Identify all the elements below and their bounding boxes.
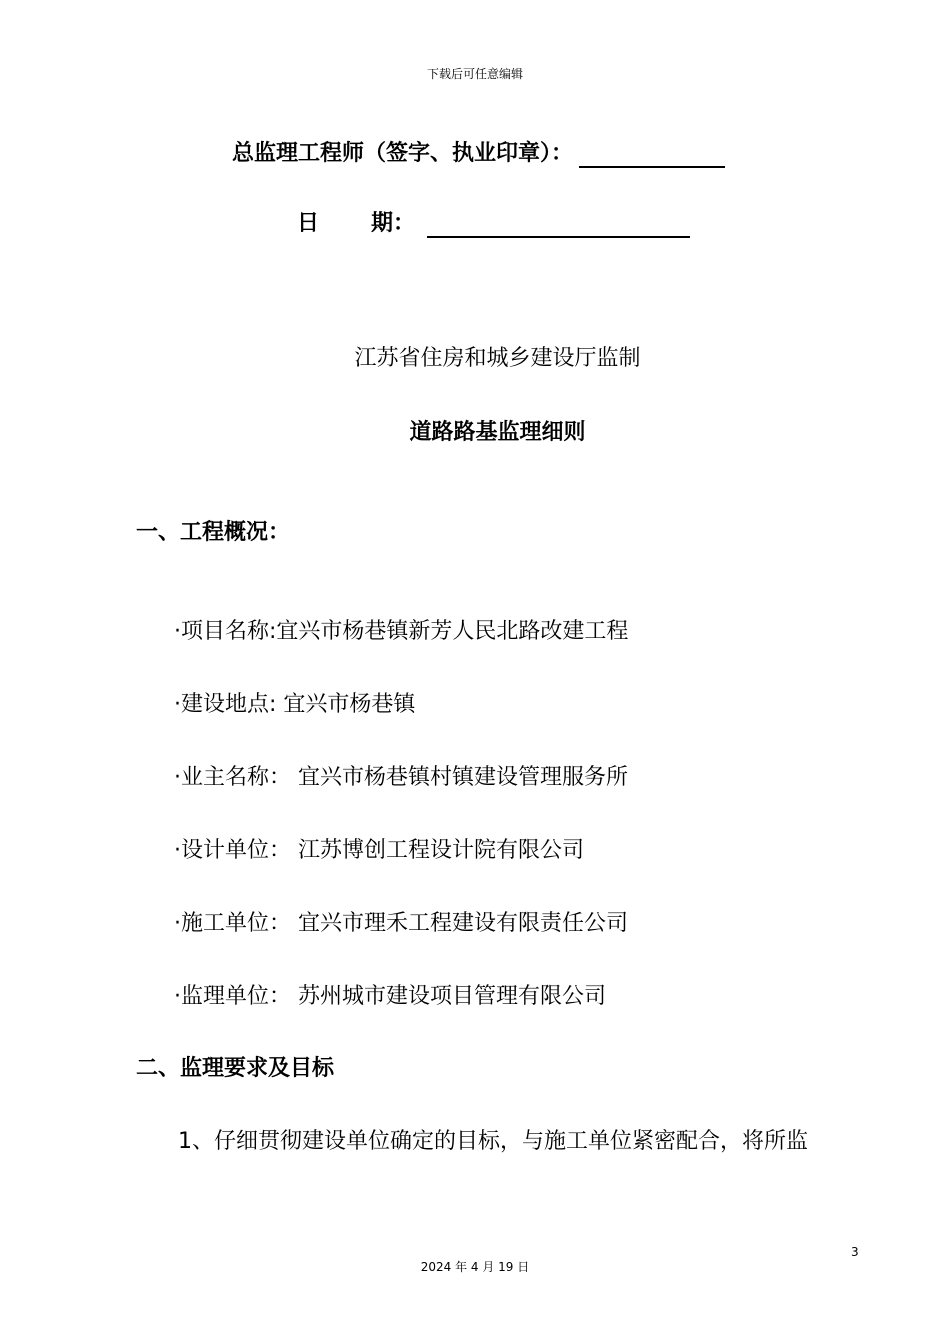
signature-line bbox=[232, 140, 725, 168]
info-item-designer: ·设计单位： 江苏博创工程设计院有限公司 bbox=[174, 838, 584, 863]
date-label-1: 日 bbox=[297, 211, 320, 236]
issuer: 江苏省住房和城乡建设厅监制 bbox=[354, 346, 641, 371]
date-blank bbox=[427, 212, 690, 238]
page-number: 3 bbox=[851, 1245, 859, 1259]
section-heading-overview: 一、工程概况： bbox=[136, 520, 291, 545]
footer-date: 2024 年 4 月 19 日 bbox=[420, 1260, 530, 1274]
header-note: 下载后可任意编辑 bbox=[426, 67, 523, 81]
date-line bbox=[297, 210, 690, 238]
info-item-supervisor: ·监理单位： 苏州城市建设项目管理有限公司 bbox=[174, 984, 606, 1009]
date-label-2: 期： bbox=[371, 211, 416, 236]
info-item-contractor: ·施工单位： 宜兴市理禾工程建设有限责任公司 bbox=[174, 911, 628, 936]
signature-blank bbox=[579, 142, 725, 168]
section-heading-requirements: 二、监理要求及目标 bbox=[136, 1056, 335, 1081]
signature-label: 总监理工程师（签字、执业印章）： bbox=[232, 141, 574, 166]
info-item-location: ·建设地点: 宜兴市杨巷镇 bbox=[174, 692, 416, 717]
body-paragraph: 1、仔细贯彻建设单位确定的目标，与施工单位紧密配合，将所监 bbox=[178, 1129, 808, 1154]
document-title: 道路路基监理细则 bbox=[409, 420, 586, 445]
info-item-owner: ·业主名称： 宜兴市杨巷镇村镇建设管理服务所 bbox=[174, 765, 628, 790]
info-item-project-name: ·项目名称:宜兴市杨巷镇新芳人民北路改建工程 bbox=[174, 619, 629, 644]
